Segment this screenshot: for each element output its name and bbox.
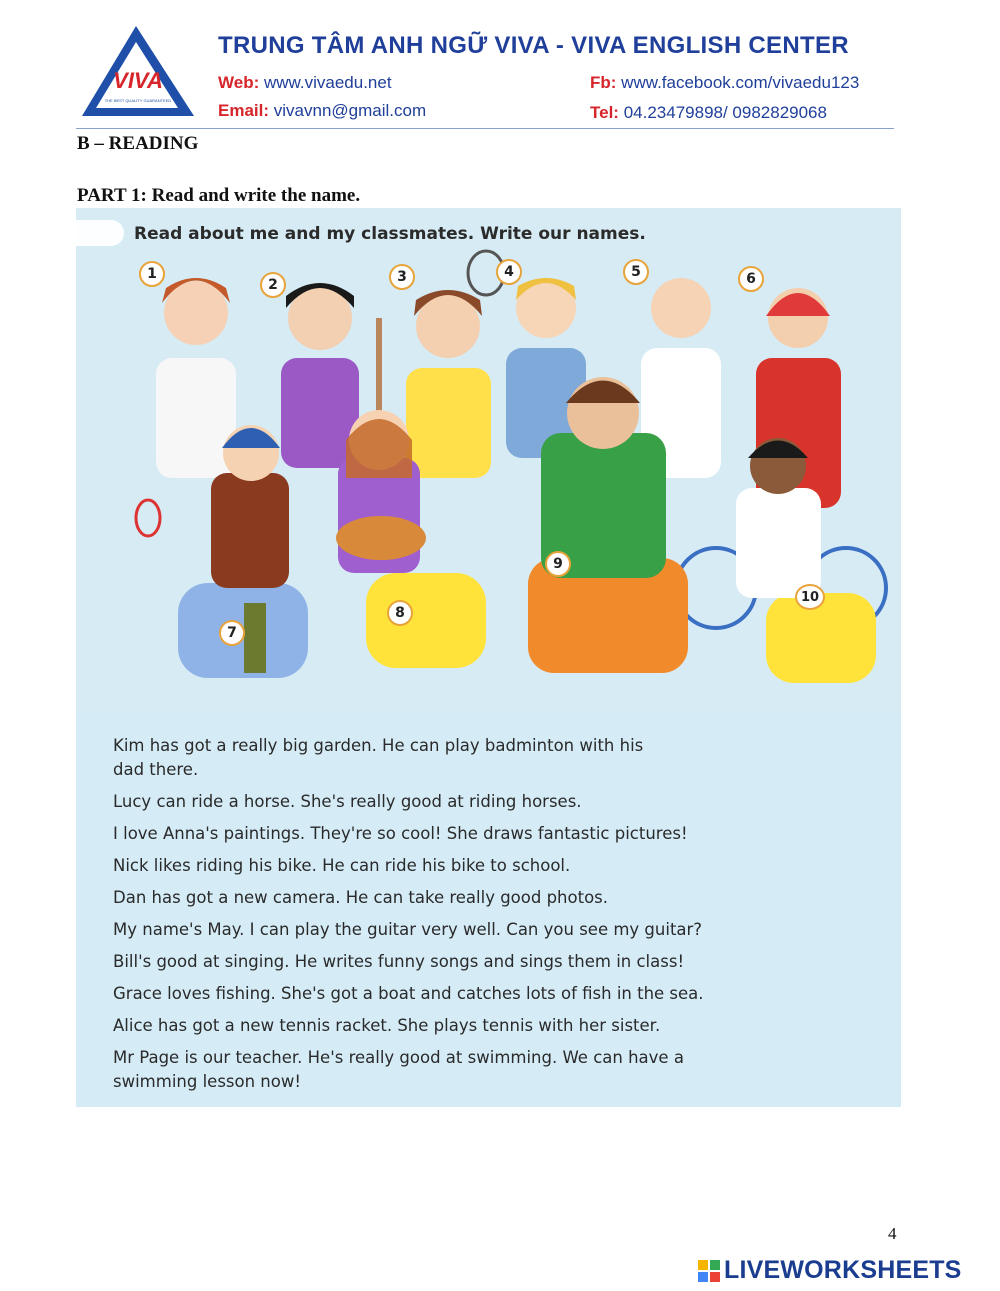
instruction-badge	[76, 220, 124, 246]
sentence-10: Mr Page is our teacher. He's really good at swimming. We can have a swimming lesson now!	[113, 1048, 684, 1091]
viva-logo	[78, 22, 198, 122]
sentence-3: I love Anna's paintings. They're so cool! She draws fantastic pictures!	[113, 824, 688, 843]
classmates-illustration	[76, 208, 901, 712]
liveworksheets-icon	[698, 1260, 720, 1282]
facebook-link[interactable]: www.facebook.com/vivaedu123	[621, 73, 860, 92]
girl-7-body	[211, 473, 289, 588]
number-badge-9: 9	[545, 551, 571, 577]
page-number: 4	[888, 1224, 897, 1243]
number-badge-6: 6	[738, 266, 764, 292]
fb-label: Fb:	[590, 73, 617, 92]
boy-10-body	[736, 488, 821, 598]
guitar	[336, 516, 426, 560]
svg-text:VIVA: VIVA	[113, 68, 163, 93]
email-line	[218, 101, 426, 121]
girl-3-body	[406, 368, 491, 478]
sentence-9: Alice has got a new tennis racket. She plays tennis with her sister.	[113, 1016, 661, 1035]
tel-label: Tel:	[590, 103, 619, 122]
sentence-7: Bill's good at singing. He writes funny songs and sings them in class!	[113, 952, 685, 971]
svg-text:THE BEST QUALITY GUARANTEED: THE BEST QUALITY GUARANTEED	[104, 98, 172, 103]
number-badge-7: 7	[219, 620, 245, 646]
number-badge-4: 4	[496, 259, 522, 285]
sentence-list	[113, 734, 813, 1102]
tel-value: 04.23479898/ 0982829068	[623, 103, 827, 122]
email-label: Email:	[218, 101, 270, 120]
number-badge-2: 2	[260, 272, 286, 298]
header-divider	[76, 128, 894, 129]
boy-5-head	[651, 278, 711, 338]
reading-text-panel	[76, 712, 901, 1107]
web-line	[218, 73, 392, 93]
web-link[interactable]: www.vivaedu.net	[263, 73, 392, 92]
number-badge-3: 3	[389, 264, 415, 290]
seat-8	[366, 573, 486, 668]
web-label: Web:	[218, 73, 260, 92]
email-link[interactable]: vivavnn@gmail.com	[273, 101, 427, 120]
picture-instruction: Read about me and my classmates. Write our names.	[134, 224, 646, 244]
helmet	[766, 293, 830, 316]
section-title: B – READING	[77, 133, 199, 154]
number-badge-10: 10	[795, 584, 825, 610]
part-title: PART 1: Read and write the name.	[77, 185, 361, 206]
seat-10	[766, 593, 876, 683]
liveworksheets-brand: LIVEWORKSHEETS	[724, 1256, 962, 1284]
liveworksheets-logo[interactable]	[698, 1256, 962, 1285]
tel-line	[590, 103, 827, 123]
sentence-6: My name's May. I can play the guitar very well. Can you see my guitar?	[113, 920, 703, 939]
sentence-2: Lucy can ride a horse. She's really good at riding horses.	[113, 792, 582, 811]
number-badge-1: 1	[139, 261, 165, 287]
sentence-8: Grace loves fishing. She's got a boat and catches lots of fish in the sea.	[113, 984, 704, 1003]
sentence-5: Dan has got a new camera. He can take really good photos.	[113, 888, 609, 907]
sentence-1: Kim has got a really big garden. He can play badminton with his dad there.	[113, 736, 644, 779]
girl-1-head	[164, 281, 228, 345]
sentence-4: Nick likes riding his bike. He can ride his bike to school.	[113, 856, 571, 875]
number-badge-5: 5	[623, 259, 649, 285]
number-badge-8: 8	[387, 600, 413, 626]
classmates-scene	[76, 208, 901, 712]
facebook-line	[590, 73, 859, 93]
center-title: TRUNG TÂM ANH NGỮ VIVA - VIVA ENGLISH CENTER	[218, 32, 849, 59]
